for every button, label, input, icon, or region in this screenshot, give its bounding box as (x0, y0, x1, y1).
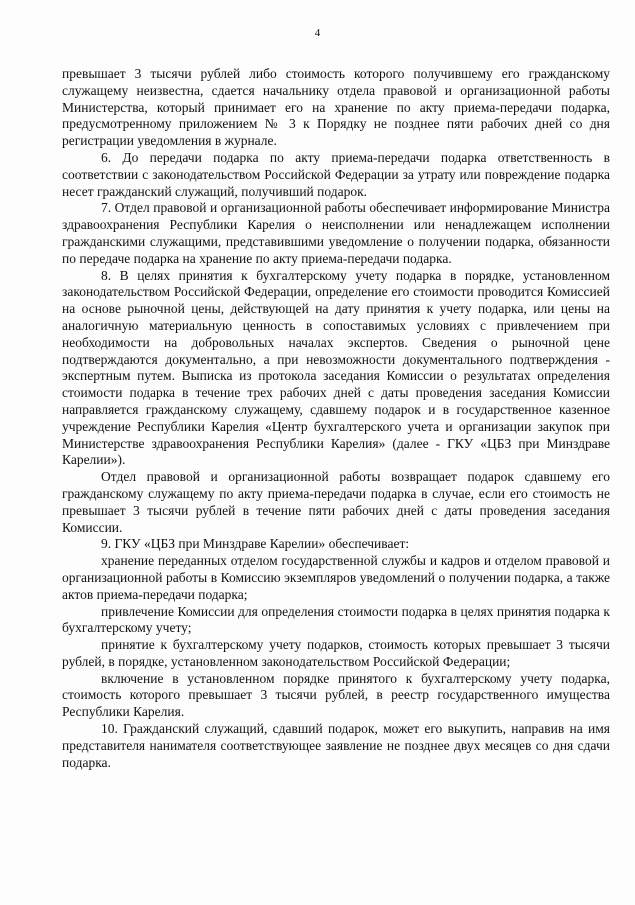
document-body (62, 66, 610, 771)
paragraph-8-return: Отдел правовой и организационной работы возвращает подарок сдавшему его гражданскому служащему по акту приема-передачи подарка в случае, если его стоимость не превышает 3 тысячи рублей в течение пяти рабочих дней с даты проведения заседания Комиссии. (62, 469, 610, 535)
paragraph-6: 6. До передачи подарка по акту приема-передачи подарка ответственность в соответствии с законодательством Российской Федерации за утрату или повреждение подарка несет гражданский служащий, получивший подарок. (62, 149, 610, 199)
paragraph-9-item-accounting: принятие к бухгалтерскому учету подарков, стоимость которых превышает 3 тысячи рублей, в порядке, установленном законодательством Российской Федерации; (62, 637, 610, 669)
paragraph-9: 9. ГКУ «ЦБЗ при Минздраве Карелии» обеспечивает: (101, 536, 410, 552)
paragraph-8: 8. В целях принятия к бухгалтерскому учету подарка в порядке, установленном законодательством Российской Федерации, определение его стоимости проводится Комиссией на основе рыночной цены, действующей на дату принятия к учету подарка, или цены на аналогичную материальную ценность в сопоставимых условиях с привлечением при необходимости на добровольных началах экспертов. Сведения о рыночной цене подтверждаются документально, а при невозможности документального подтверждения - экспертным путем. Выписка из протокола заседания Комиссии о результатах определения стоимости подарка в течение трех рабочих дней с даты проведения заседания Комиссии направляется гражданскому служащему, сдавшему подарок и в государственное казенное учреждение Республики Карелия «Центр бухгалтерского учета и организации закупок при Министерстве здравоохранения Республики Карелия» (далее - ГКУ «ЦБЗ при Минздраве Карелии»). (62, 267, 610, 468)
paragraph-9-item-registry: включение в установленном порядке принятого к бухгалтерскому учету подарка, стоимость которого превышает 3 тысячи рублей, в реестр государственного имущества Республики Карелия. (62, 670, 610, 720)
paragraph-10: 10. Гражданский служащий, сдавший подарок, может его выкупить, направив на имя представителя нанимателя соответствующее заявление не позднее двух месяцев со дня сдачи подарка. (62, 721, 610, 770)
paragraph-7: 7. Отдел правовой и организационной работы обеспечивает информирование Министра здравоохранения Республики Карелия о неисполнении или ненадлежащем исполнении гражданскими служащими, представившими уведомление о получении подарка, обязанности по передаче подарка на хранение по акту приема-передачи подарка. (62, 200, 610, 266)
paragraph-9-item-commission: привлечение Комиссии для определения стоимости подарка в целях принятия подарка к бухгалтерскому учету; (62, 603, 610, 636)
paragraph-continuation: превышает 3 тысячи рублей либо стоимость которого получившему его гражданскому служащему неизвестна, сдается начальнику отдела правовой и организационной работы Министерства, который принимает его на хранение по акту приема-передачи подарка, предусмотренному приложением № 3 к Порядку не позднее пяти рабочих дней со дня регистрации уведомления в журнале. (62, 66, 610, 149)
page-number: 4 (314, 27, 321, 39)
paragraph-9-item-storage: хранение переданных отделом государственной службы и кадров и отделом правовой и организационной работы в Комиссию экземпляров уведомлений о получении подарка, а также актов приема-передачи подарка; (62, 553, 610, 602)
